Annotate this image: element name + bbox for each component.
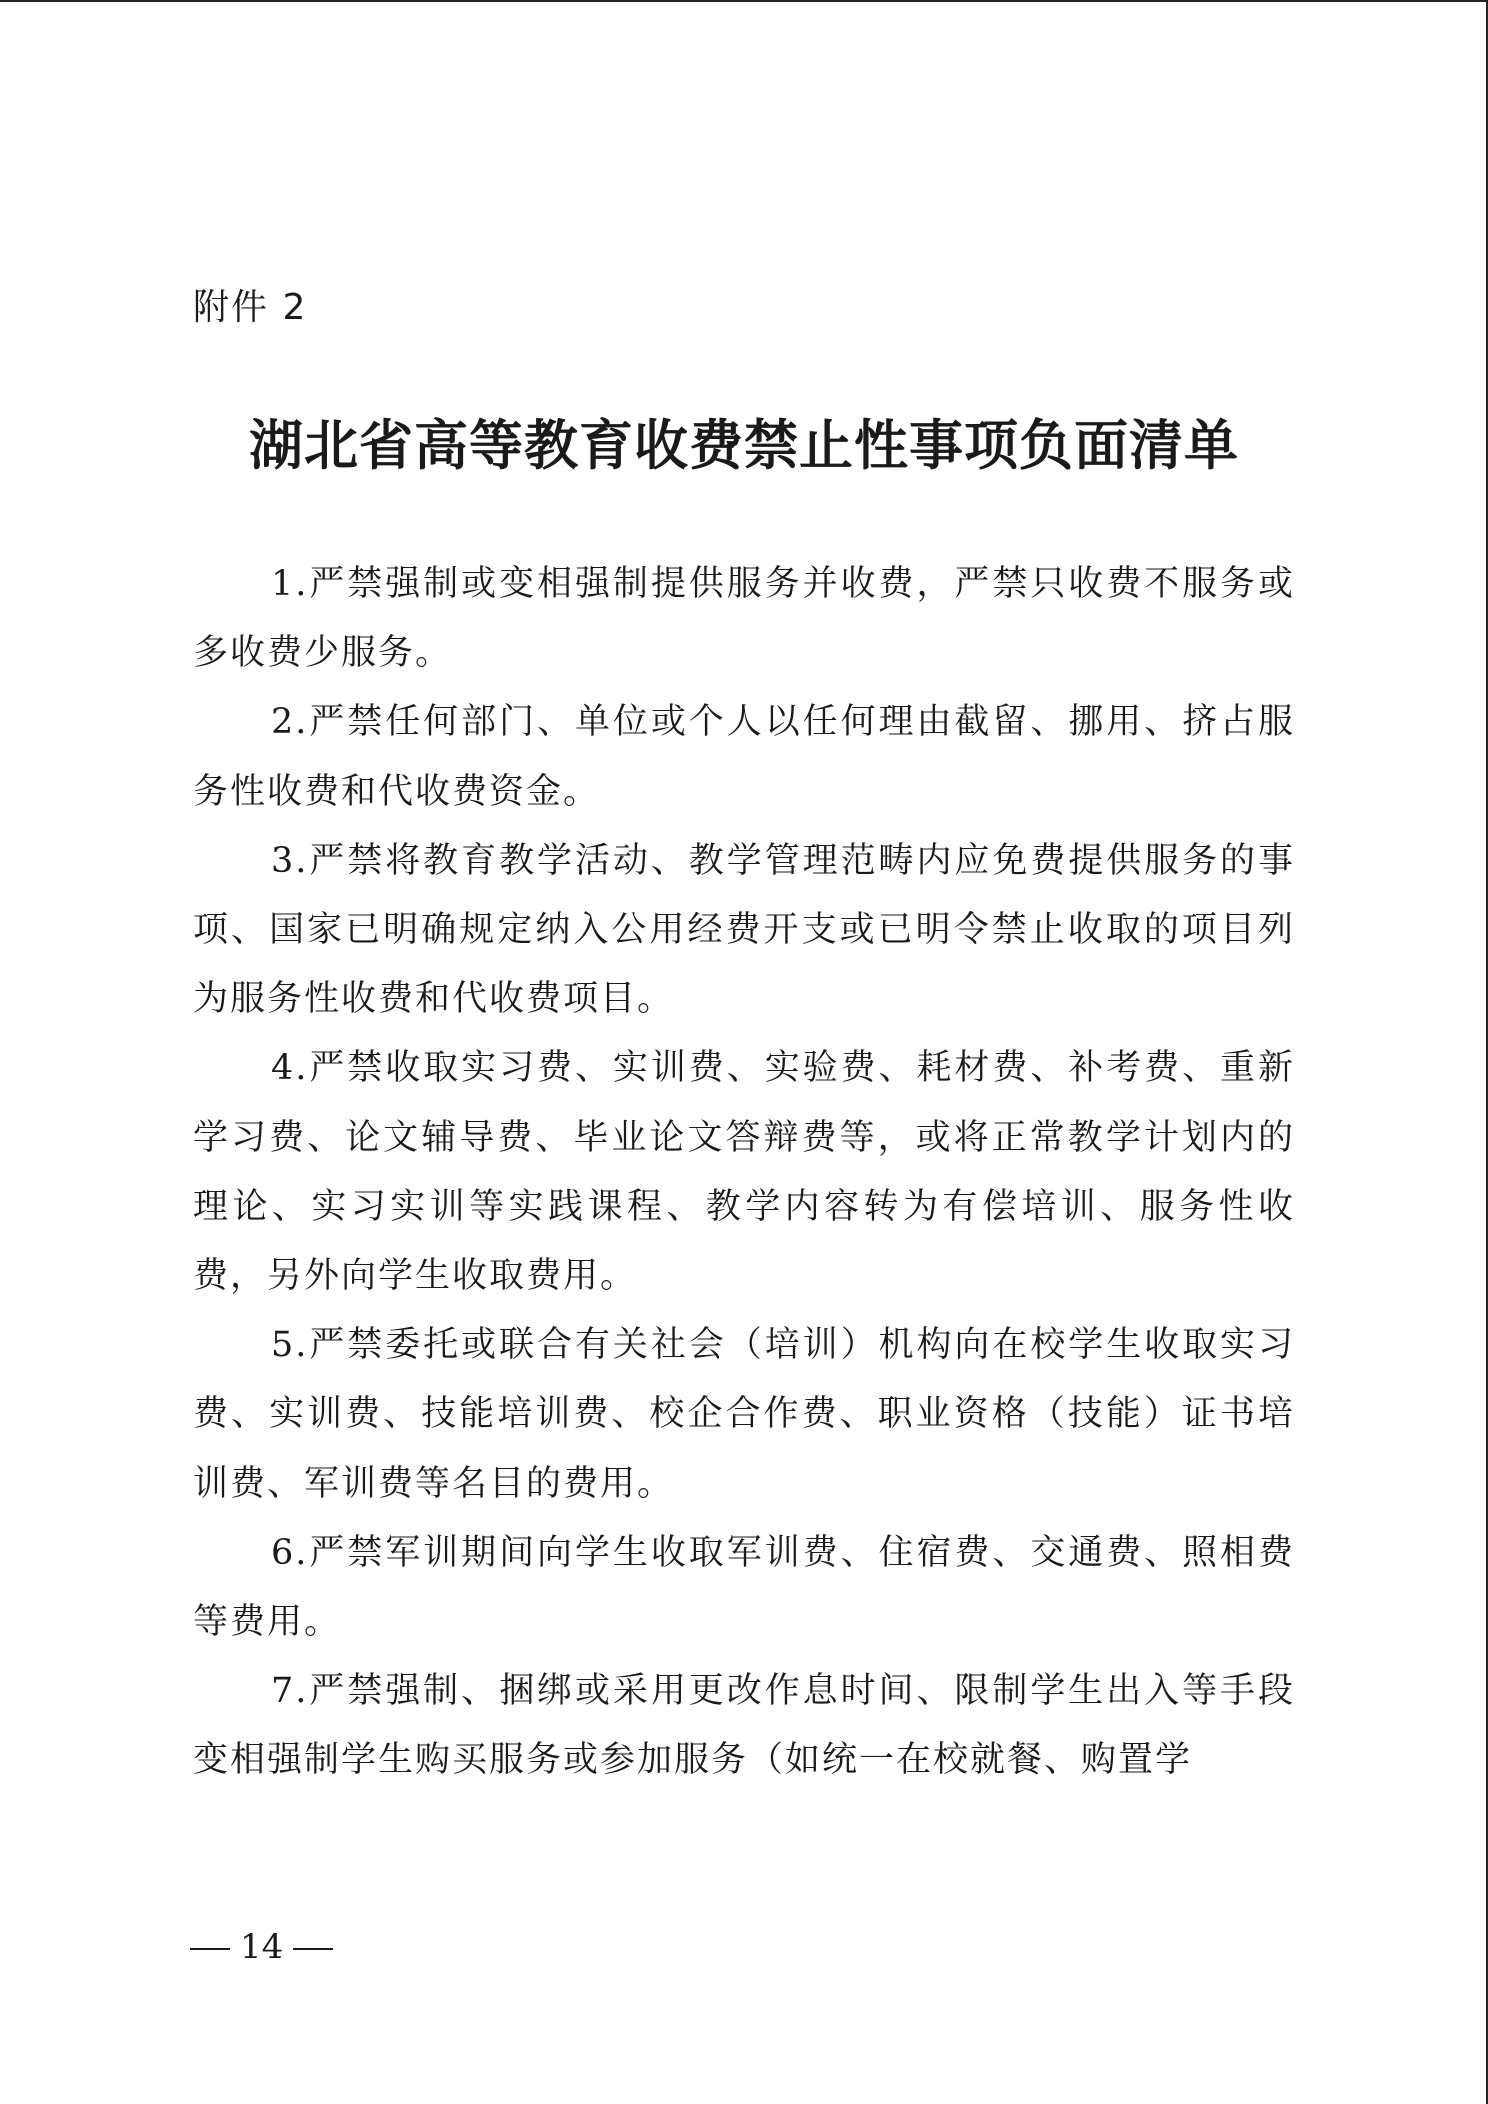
footer-dash-left [190, 1948, 230, 1950]
page-top-border [0, 0, 1488, 2]
list-item: 2.严禁任何部门、单位或个人以任何理由截留、挪用、挤占服务性收费和代收费资金。 [193, 702, 1295, 812]
list-item: 7.严禁强制、捆绑或采用更改作息时间、限制学生出入等手段变相强制学生购买服务或参加服务（如统一在校就餐、购置学 [193, 1671, 1295, 1781]
list-item: 5.严禁委托或联合有关社会（培训）机构向在校学生收取实习费、实训费、技能培训费、校企合作费、职业资格（技能）证书培训费、军训费等名目的费用。 [193, 1325, 1295, 1504]
list-item: 4.严禁收取实习费、实训费、实验费、耗材费、补考费、重新学习费、论文辅导费、毕业论文答辩费等，或将正常教学计划内的理论、实习实训等实践课程、教学内容转为有偿培训、服务性收费，另外向学生收取费用。 [193, 1048, 1295, 1297]
list-item: 6.严禁军训期间向学生收取军训费、住宿费、交通费、照相费等费用。 [193, 1532, 1295, 1643]
document-body [193, 550, 1295, 1796]
document-title: 湖北省高等教育收费禁止性事项负面清单 [249, 413, 1239, 477]
list-item: 1.严禁强制或变相强制提供服务并收费，严禁只收费不服务或多收费少服务。 [193, 564, 1295, 674]
list-item: 3.严禁将教育教学活动、教学管理范畴内应免费提供服务的事项、国家已明确规定纳入公用经费开支或已明令禁止收取的项目列为服务性收费和代收费项目。 [193, 840, 1295, 1020]
page-number: 14 [240, 1927, 284, 1967]
page-footer [180, 1927, 343, 1967]
footer-dash-right [293, 1948, 333, 1950]
attachment-label: 附件 2 [193, 287, 308, 328]
